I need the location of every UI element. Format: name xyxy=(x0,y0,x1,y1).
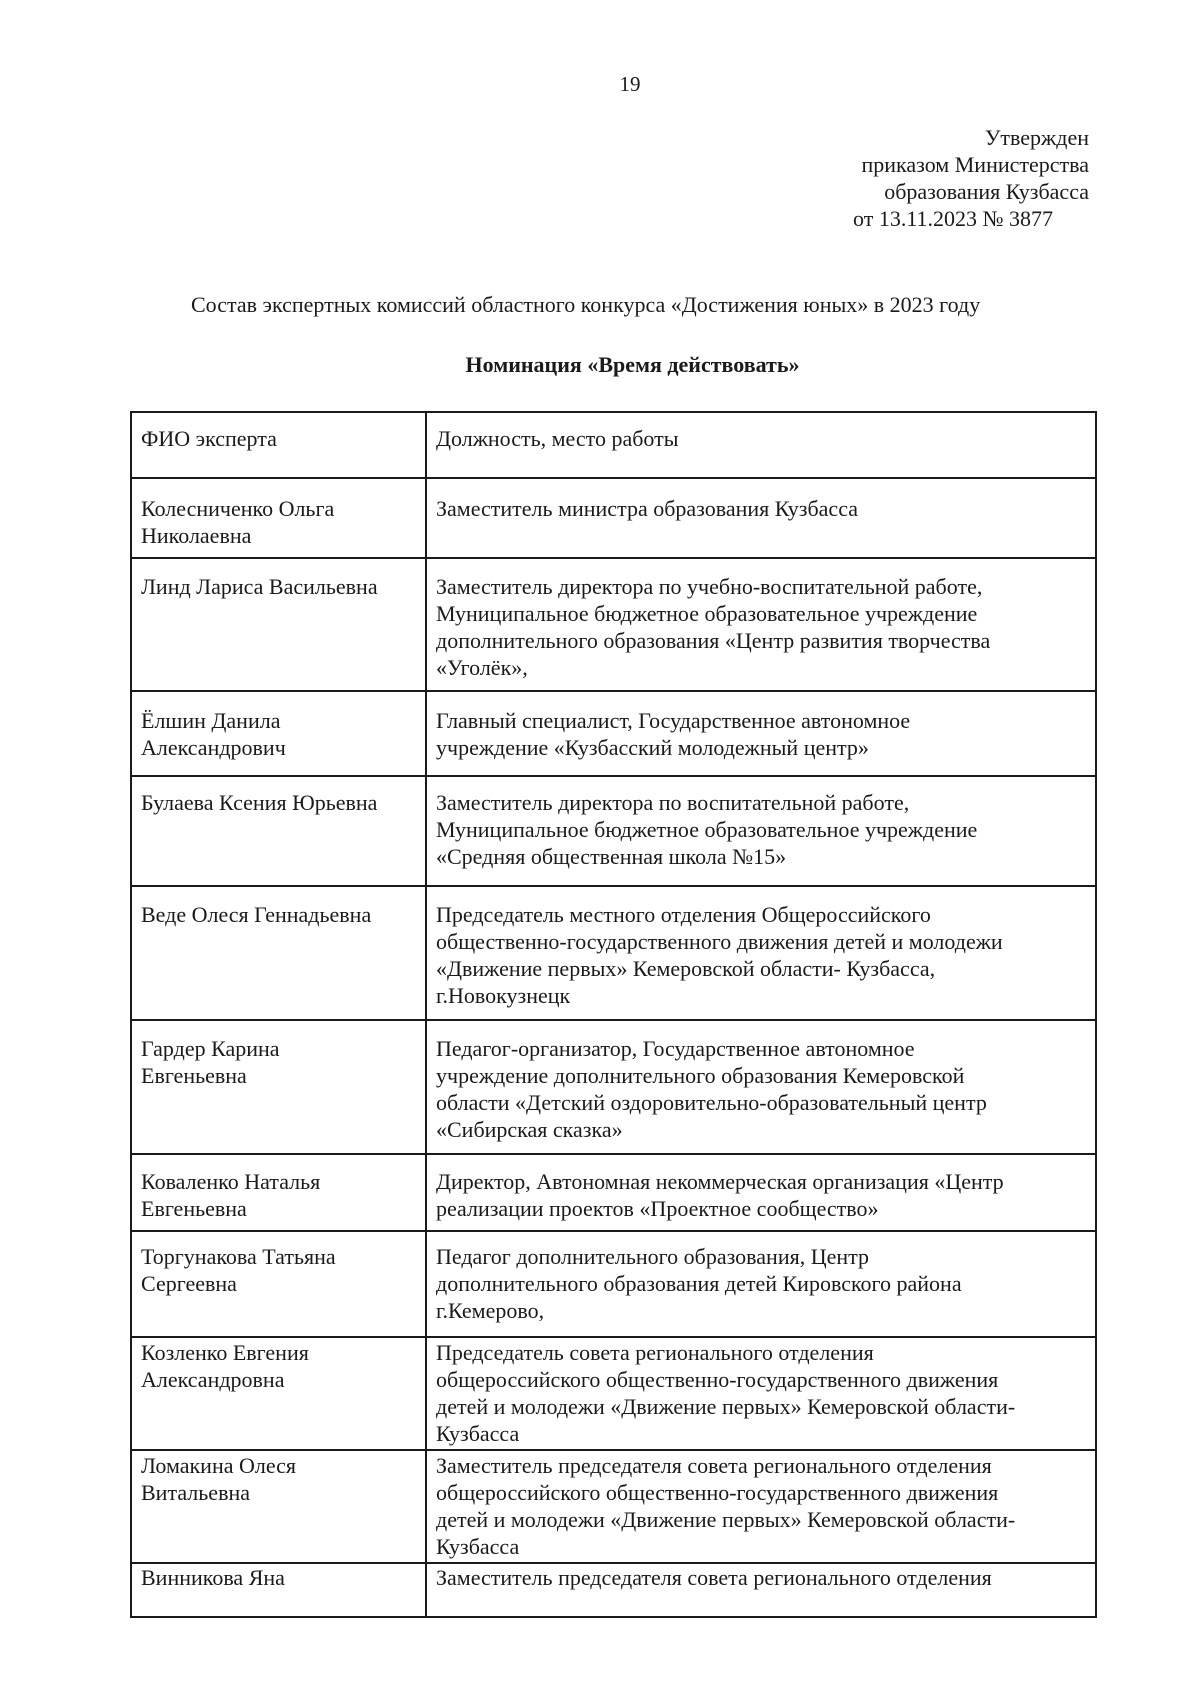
expert-name: Линд Лариса Васильевна xyxy=(141,574,378,599)
expert-name-cell xyxy=(131,776,426,886)
expert-name-cell xyxy=(131,886,426,1020)
table-row xyxy=(131,776,1096,886)
header-cell-name xyxy=(131,412,426,478)
approval-stamp xyxy=(853,124,1089,232)
table-row xyxy=(131,1154,1096,1231)
expert-position: Заместитель министра образования Кузбасса xyxy=(436,496,858,521)
header-name-label: ФИО эксперта xyxy=(141,426,277,451)
table-row xyxy=(131,1337,1096,1450)
table-row xyxy=(131,691,1096,776)
expert-name-cell xyxy=(131,1231,426,1337)
expert-position-cell xyxy=(426,886,1096,1020)
expert-position-cell xyxy=(426,1337,1096,1450)
expert-name: Веде Олеся Геннадьевна xyxy=(141,902,372,927)
expert-name: Ёлшин Данила Александрович xyxy=(141,708,286,760)
nomination-heading: Номинация «Время действовать» xyxy=(465,352,800,377)
expert-name-cell xyxy=(131,1020,426,1154)
expert-position-cell xyxy=(426,558,1096,691)
expert-name-cell xyxy=(131,1154,426,1231)
expert-position: Заместитель директора по учебно-воспитательной работе, Муниципальное бюджетное образовательное учреждение дополнительного образования «Центр развития творчества «Уголёк», xyxy=(436,574,991,680)
expert-position: Председатель местного отделения Общероссийского общественно-государственного движения детей и молодежи «Движение первых» Кемеровской области- Кузбасса, г.Новокузнецк xyxy=(436,902,1003,1008)
approval-line-3: образования Кузбасса xyxy=(884,179,1089,204)
header-cell-position xyxy=(426,412,1096,478)
table-row xyxy=(131,1450,1096,1563)
expert-name-cell xyxy=(131,478,426,558)
expert-position-cell xyxy=(426,1450,1096,1563)
expert-position: Педагог-организатор, Государственное автономное учреждение дополнительного образования Кемеровской области «Детский оздоровительно-образовательный центр «Сибирская сказка» xyxy=(436,1036,987,1142)
table-row xyxy=(131,1563,1096,1617)
expert-position: Директор, Автономная некоммерческая организация «Центр реализации проектов «Проектное сообщество» xyxy=(436,1169,1004,1221)
expert-name: Козленко Евгения Александровна xyxy=(141,1340,309,1392)
expert-position-cell xyxy=(426,691,1096,776)
approval-line-1: Утвержден xyxy=(984,125,1089,150)
expert-position-cell xyxy=(426,1020,1096,1154)
expert-name: Колесниченко Ольга Николаевна xyxy=(141,496,335,548)
table-row xyxy=(131,558,1096,691)
expert-name: Коваленко Наталья Евгеньевна xyxy=(141,1169,321,1221)
expert-position: Председатель совета регионального отделения общероссийского общественно-государственного движения детей и молодежи «Движение первых» Кемеровской области- Кузбасса xyxy=(436,1340,1016,1446)
expert-name-cell xyxy=(131,1563,426,1617)
table-row xyxy=(131,1231,1096,1337)
expert-name-cell xyxy=(131,558,426,691)
expert-position: Педагог дополнительного образования, Центр дополнительного образования детей Кировского района г.Кемерово, xyxy=(436,1244,962,1323)
expert-position: Заместитель председателя совета регионального отделения xyxy=(436,1565,992,1590)
table-row xyxy=(131,1020,1096,1154)
header-position-label: Должность, место работы xyxy=(436,426,679,451)
expert-name: Гардер Карина Евгеньевна xyxy=(141,1036,280,1088)
expert-position: Заместитель председателя совета регионального отделения общероссийского общественно-государственного движения детей и молодежи «Движение первых» Кемеровской области- Кузбасса xyxy=(436,1453,1016,1559)
expert-position-cell xyxy=(426,776,1096,886)
expert-name: Ломакина Олеся Витальевна xyxy=(141,1453,297,1505)
document-title: Состав экспертных комиссий областного конкурса «Достижения юных» в 2023 году xyxy=(191,292,981,317)
table-row xyxy=(131,478,1096,558)
table-header-row xyxy=(131,412,1096,478)
experts-table xyxy=(130,411,1097,1618)
expert-name: Булаева Ксения Юрьевна xyxy=(141,790,378,815)
expert-position-cell xyxy=(426,478,1096,558)
expert-position-cell xyxy=(426,1154,1096,1231)
approval-line-2: приказом Министерства xyxy=(861,152,1089,177)
expert-position: Главный специалист, Государственное автономное учреждение «Кузбасский молодежный центр» xyxy=(436,708,911,760)
expert-name: Торгунакова Татьяна Сергеевна xyxy=(141,1244,336,1296)
expert-name-cell xyxy=(131,1337,426,1450)
expert-position-cell xyxy=(426,1231,1096,1337)
expert-position-cell xyxy=(426,1563,1096,1617)
expert-name-cell xyxy=(131,691,426,776)
approval-order-line: от 13.11.2023 № 3877 xyxy=(853,206,1053,231)
expert-name-cell xyxy=(131,1450,426,1563)
expert-position: Заместитель директора по воспитательной работе, Муниципальное бюджетное образовательное учреждение «Средняя общественная школа №15» xyxy=(436,790,978,869)
table-row xyxy=(131,886,1096,1020)
expert-name: Винникова Яна xyxy=(141,1565,285,1590)
page-number: 19 xyxy=(619,72,641,96)
